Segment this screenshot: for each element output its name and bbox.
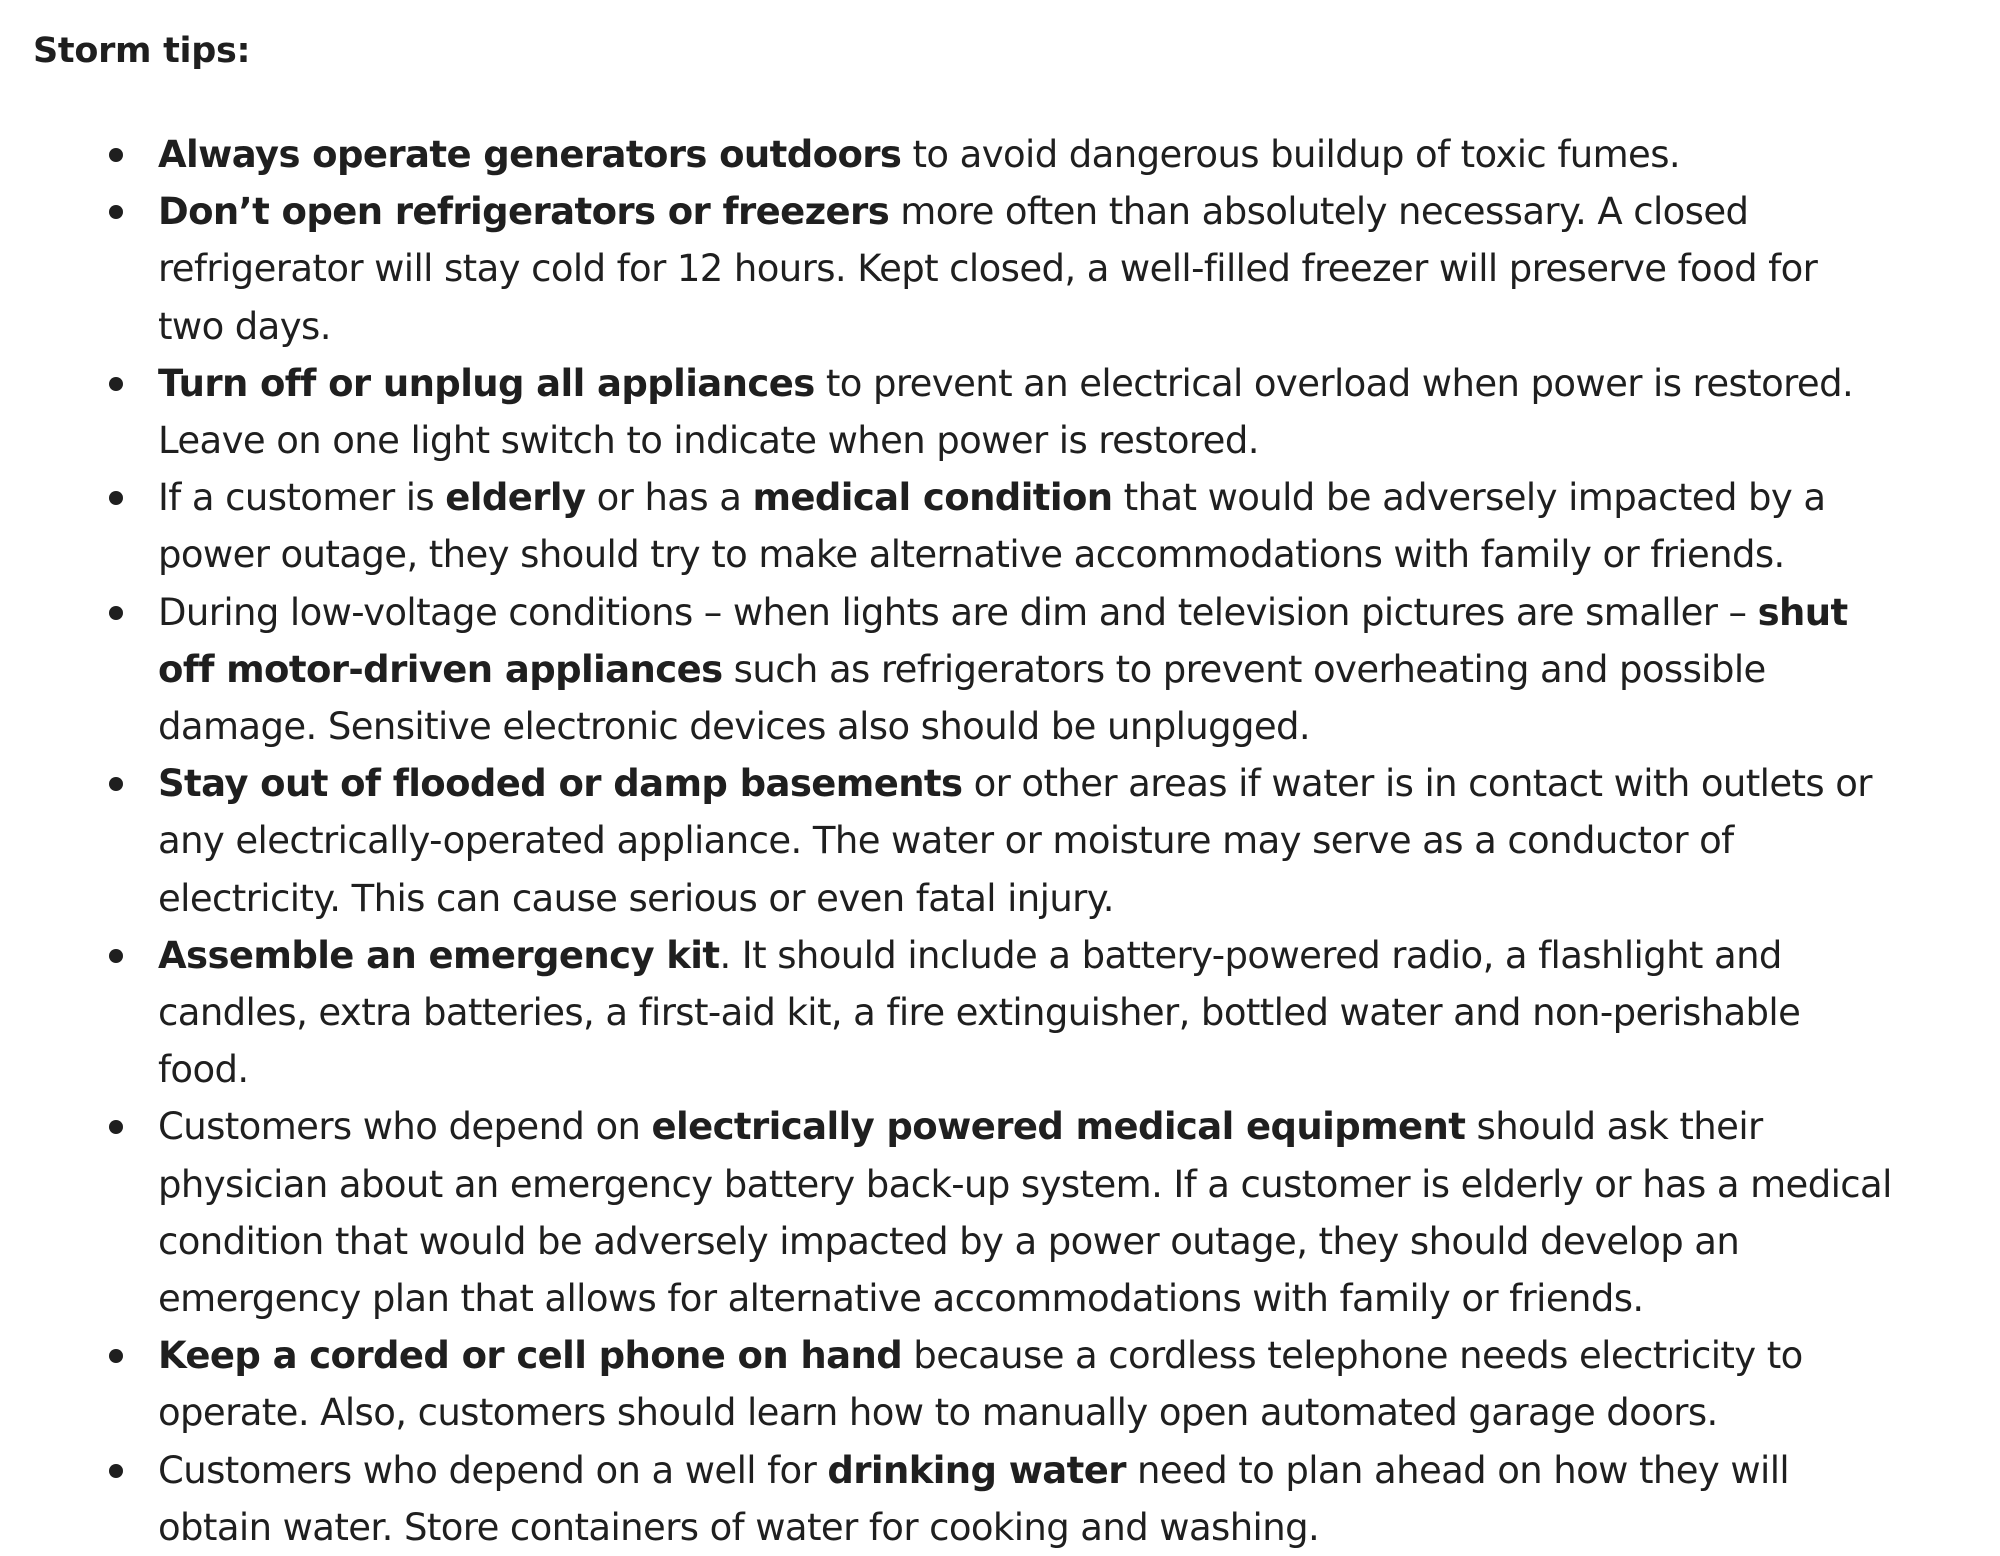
bullet-icon	[109, 491, 123, 505]
tip-text: because a cordless telephone needs electricity to operate. Also, customers should learn how to manually open automated garage doors.	[158, 1334, 1803, 1435]
bullet-icon	[109, 205, 123, 219]
bullet-icon	[109, 377, 123, 391]
tip-text: or has a	[585, 476, 753, 520]
tip-emphasis-text: electrically powered medical equipment	[651, 1105, 1466, 1149]
tip-emphasis-text: Turn off or unplug all appliances	[158, 361, 815, 405]
tip-text: need to plan ahead on how they will obtain water. Store containers of water for cooking and washing.	[158, 1448, 1790, 1549]
tip-text: . It should include a battery-powered radio, a flashlight and candles, extra batteries, a first-aid kit, a fire extinguisher, bottled water and non-perishable food.	[158, 933, 1801, 1092]
bullet-icon	[109, 949, 123, 963]
bullet-icon	[109, 1120, 123, 1134]
tip-text: Customers who depend on	[158, 1105, 652, 1149]
tip-text: to prevent an electrical overload when power is restored. Leave on one light switch to indicate when power is restored.	[158, 361, 1854, 463]
tip-emphasis-text: elderly	[445, 476, 586, 520]
bullet-icon	[109, 148, 123, 162]
tip-text: If a customer is	[158, 476, 446, 520]
tip-emphasis-text: drinking water	[827, 1448, 1126, 1492]
tip-text: more often than absolutely necessary. A closed refrigerator will stay cold for 12 hours. Kept closed, a well-filled freezer will preserve food for two days.	[158, 190, 1818, 348]
tip-emphasis-text: Always operate generators outdoors	[158, 133, 902, 176]
tip-text: to avoid dangerous buildup of toxic fumes.	[901, 133, 1681, 176]
bullet-icon	[109, 777, 123, 791]
bullet-icon	[109, 606, 123, 620]
list-item	[33, 126, 1893, 183]
list-item	[33, 584, 1893, 756]
tip-emphasis-text: shut off motor-driven appliances	[158, 590, 1848, 691]
list-item	[33, 927, 1893, 1099]
tip-emphasis-text: Stay out of flooded or damp basements	[158, 762, 963, 806]
storm-tips-list	[33, 126, 1893, 1556]
tip-emphasis-text: Assemble an emergency kit	[158, 933, 720, 977]
list-item	[33, 355, 1893, 469]
tip-text: During low-voltage conditions – when lights are dim and television pictures are smaller –	[158, 590, 1758, 634]
tip-text: or other areas if water is in contact with outlets or any electrically-operated appliance. The water or moisture may serve as a conductor of electricity. This can cause serious or even fatal injury.	[158, 762, 1872, 920]
section-heading: Storm tips:	[33, 31, 251, 71]
tip-emphasis-text: Don’t open refrigerators or freezers	[158, 190, 890, 234]
list-item	[33, 1327, 1893, 1441]
tip-text: should ask their physician about an emergency battery back-up system. If a customer is elderly or has a medical condition that would be adversely impacted by a power outage, they should develop an emergency plan that allows for alternative accommodations with family or friends.	[158, 1105, 1892, 1321]
list-item	[33, 469, 1893, 583]
tip-emphasis-text: medical condition	[752, 476, 1113, 520]
list-item	[33, 183, 1893, 355]
tip-emphasis-text: Keep a corded or cell phone on hand	[158, 1334, 903, 1378]
tip-text: such as refrigerators to prevent overheating and possible damage. Sensitive electronic devices also should be unplugged.	[158, 647, 1766, 749]
bullet-icon	[109, 1464, 123, 1478]
tip-text: Customers who depend on a well for	[158, 1448, 828, 1492]
list-item	[33, 755, 1893, 927]
list-item	[33, 1098, 1893, 1327]
bullet-icon	[109, 1349, 123, 1363]
tip-text: that would be adversely impacted by a power outage, they should try to make alternative accommodations with family or friends.	[158, 476, 1826, 577]
list-item	[33, 1442, 1893, 1556]
